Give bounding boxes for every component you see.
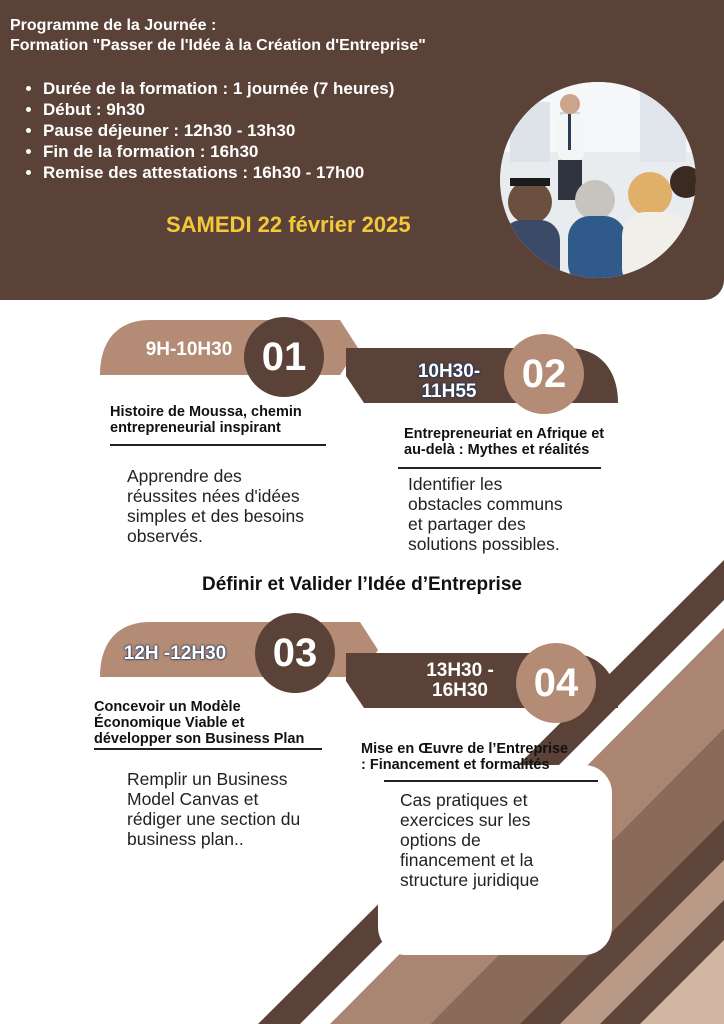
session-01-time [137,340,241,360]
session-03-time [114,644,236,664]
session-02-title-line: au-delà : Mythes et réalités [404,442,590,458]
trainer-photo [500,82,696,278]
session-03-desc-line: Remplir un Business [127,769,288,789]
session-01-title-line: Histoire de Moussa, chemin [110,404,302,420]
session-02-number: 02 [504,334,584,414]
detail-start: • Début : 9h30 [43,99,394,120]
session-01-title-line: entrepreneurial inspirant [110,420,281,436]
session-03-title-line: Économique Viable et [94,715,245,731]
session-04-desc-line: structure juridique [400,870,540,890]
program-title-line-2: Formation "Passer de l'Idée à la Création d'Entreprise" [10,37,426,54]
session-04-desc-line: Cas pratiques et [400,790,528,810]
section-heading: Définir et Valider l’Idée d’Entreprise [202,574,522,595]
session-02-desc-line: obstacles communs [408,494,563,514]
detail-certificates: • Remise des attestations : 16h30 - 17h00 [43,162,394,183]
header-banner [0,0,724,300]
detail-lunch: • Pause déjeuner : 12h30 - 13h30 [43,120,394,141]
session-02-title-line: Entrepreneuriat en Afrique et [404,426,605,442]
session-02-time [404,362,494,402]
session-04-number: 04 [516,643,596,723]
session-03-description [127,769,337,849]
session-01-desc-line: Apprendre des [127,466,242,486]
session-04-time-line: 16H30 [432,680,488,701]
session-02-time-line: 10H30- [417,361,481,382]
session-01-title [110,404,302,436]
session-01-desc-line: réussites nées d'idées [127,486,300,506]
session-03-desc-line: business plan.. [127,829,244,849]
session-01-desc-line: simples et des besoins [127,506,305,526]
session-04-title-line: : Financement et formalités [361,757,550,773]
session-04-desc-line: exercices sur les [400,810,531,830]
session-02-time-line: 11H55 [421,381,477,402]
detail-end: • Fin de la formation : 16h30 [43,141,394,162]
session-03-time-line: 12H -12H30 [123,643,227,664]
session-02-desc-line: et partager des [408,514,526,534]
session-03-divider [94,748,322,750]
session-01-divider [110,444,326,446]
session-04-title-line: Mise en Œuvre de l’Entreprise [361,741,569,757]
session-02-desc-line: solutions possibles. [408,534,560,554]
program-title [10,16,426,56]
session-04-description [400,790,600,890]
event-date: SAMEDI 22 février 2025 [166,212,411,237]
session-03-title-line: développer son Business Plan [94,731,305,747]
session-02-desc-line: Identifier les [408,474,503,494]
session-03-desc-line: Model Canvas et [127,789,259,809]
session-04-time-line: 13H30 - [426,660,494,681]
session-02-description [408,474,608,554]
session-04-time [412,661,508,701]
session-03-title-line: Concevoir un Modèle [94,699,241,715]
session-04-desc-line: options de [400,830,481,850]
session-02-divider [398,467,601,469]
details-list [24,78,394,183]
session-02-title [404,426,604,458]
detail-duration: • Durée de la formation : 1 journée (7 heures) [43,78,394,99]
session-04-desc-line: financement et la [400,850,534,870]
program-title-line-1: Programme de la Journée : [10,17,217,34]
session-04-divider [384,780,598,782]
session-03-number: 03 [255,613,335,693]
session-01-description [127,466,337,546]
session-01-desc-line: observés. [127,526,203,546]
session-01-time-line: 9H-10H30 [145,339,233,360]
session-03-title [94,699,304,747]
session-04-title [361,741,568,773]
session-03-desc-line: rédiger une section du [127,809,301,829]
session-01-number: 01 [244,317,324,397]
